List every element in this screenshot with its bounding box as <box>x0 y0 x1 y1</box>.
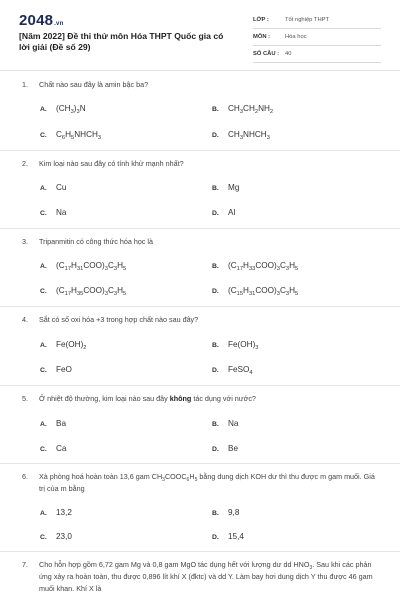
option-1a[interactable] <box>40 104 86 113</box>
option-letter: C. <box>40 446 47 453</box>
meta-value: 40 <box>285 51 292 57</box>
question-number: 7. <box>22 560 28 569</box>
meta-row-class <box>253 13 381 29</box>
option-1b[interactable] <box>212 104 273 113</box>
option-text: $(CH_3)_3N$ <box>56 104 86 115</box>
option-3a[interactable] <box>40 261 126 270</box>
question-6 <box>22 471 382 497</box>
option-letter: B. <box>212 263 219 270</box>
question-divider <box>0 150 400 151</box>
question-divider <box>0 551 400 552</box>
option-text: Mg <box>228 183 240 192</box>
meta-row-subject <box>253 30 381 46</box>
option-letter: C. <box>40 288 47 295</box>
option-2c[interactable] <box>40 208 66 217</box>
meta-key: LỚP : <box>253 17 269 23</box>
option-text: 9,8 <box>228 508 240 517</box>
exam-title: [Năm 2022] Đề thi thử môn Hóa THPT Quốc gia có lời giải (Đề số 29) <box>19 31 224 52</box>
option-6d[interactable] <box>212 532 244 541</box>
option-6a[interactable] <box>40 508 72 517</box>
question-divider <box>0 228 400 229</box>
option-text: $C_6H_5NHCH_3$ <box>56 130 102 141</box>
option-2d[interactable] <box>212 208 235 217</box>
meta-row-count <box>253 47 381 63</box>
option-letter: A. <box>40 510 47 517</box>
option-letter: D. <box>212 534 219 541</box>
option-2a[interactable] <box>40 183 66 192</box>
option-text: $Fe(OH)_3$ <box>228 340 259 351</box>
option-6c[interactable] <box>40 532 72 541</box>
option-text: $(C_{17}H_{31}COO)_3C_3H_5$ <box>56 261 127 272</box>
option-3d[interactable] <box>212 286 298 295</box>
option-text: Ca <box>56 444 67 453</box>
option-text: $(C_{17}H_{35}COO)_3C_3H_5$ <box>56 286 127 297</box>
site-logo[interactable] <box>19 12 63 29</box>
option-5c[interactable] <box>40 444 66 453</box>
option-letter: A. <box>40 263 47 270</box>
question-number: 3. <box>22 237 28 246</box>
question-text-after: tác dụng với nước? <box>191 394 256 403</box>
option-text: Cu <box>56 183 67 192</box>
option-text: 15,4 <box>228 532 244 541</box>
option-letter: C. <box>40 132 47 139</box>
option-letter: B. <box>212 421 219 428</box>
option-letter: B. <box>212 185 219 192</box>
question-divider <box>0 463 400 464</box>
meta-value: Tốt nghiệp THPT <box>285 17 330 23</box>
question-number: 5. <box>22 394 28 403</box>
option-letter: D. <box>212 210 219 217</box>
meta-key: MÔN : <box>253 34 271 40</box>
question-number: 1. <box>22 80 28 89</box>
question-text: Cho hỗn hợp gồm 6,72 gam Mg và 0,8 gam MgO tác dụng hết với lượng dư dd $HNO_3$. Sau khi các phản ứng xảy ra hoàn toàn, thu được 0,896 lít khí X (đktc) và dd Y. Làm bay hơi dung dịch Y thu được 46 gam muối khan. Khí X là <box>39 560 373 593</box>
option-5d[interactable] <box>212 444 238 453</box>
question-text: Chất nào sau đây là amin bậc ba? <box>39 80 149 89</box>
option-4d[interactable] <box>212 365 253 374</box>
option-letter: C. <box>40 534 47 541</box>
question-text: Tripanmitin có công thức hóa học là <box>39 237 154 246</box>
question-text-before: Ở nhiệt độ thường, kim loại nào sau đây <box>39 394 170 403</box>
question-text <box>39 393 379 405</box>
option-text: $(C_{17}H_{33}COO)_3C_3H_5$ <box>228 261 299 272</box>
option-letter: D. <box>212 367 219 374</box>
question-divider <box>0 385 400 386</box>
question-text: Xà phòng hoá hoàn toàn 13,6 gam $CH_3COOC_6H_5$ bằng dung dịch KOH dư thì thu được m gam muối. Giá trị của m bằng <box>39 472 375 493</box>
option-letter: A. <box>40 342 47 349</box>
logo-main: 2048 <box>19 12 54 29</box>
option-5a[interactable] <box>40 419 66 428</box>
option-5b[interactable] <box>212 419 238 428</box>
option-4c[interactable] <box>40 365 72 374</box>
option-3b[interactable] <box>212 261 298 270</box>
option-letter: C. <box>40 210 47 217</box>
option-6b[interactable] <box>212 508 239 517</box>
option-letter: B. <box>212 106 219 113</box>
option-text: Al <box>228 208 236 217</box>
header-divider <box>0 70 400 71</box>
option-4b[interactable] <box>212 340 259 349</box>
option-text: Na <box>56 208 67 217</box>
meta-key: SỐ CÂU : <box>253 51 280 57</box>
option-letter: D. <box>212 288 219 295</box>
option-letter: A. <box>40 106 47 113</box>
option-text: Ba <box>56 419 67 428</box>
option-letter: D. <box>212 446 219 453</box>
question-number: 6. <box>22 472 28 481</box>
option-text: Be <box>228 444 239 453</box>
option-text: $CH_3NHCH_3$ <box>228 130 270 141</box>
option-letter: B. <box>212 342 219 349</box>
page-header <box>0 0 400 70</box>
option-4a[interactable] <box>40 340 87 349</box>
meta-value: Hóa học <box>285 34 307 40</box>
question-7 <box>22 559 382 599</box>
option-letter: B. <box>212 510 219 517</box>
option-letter: C. <box>40 367 47 374</box>
question-divider <box>0 306 400 307</box>
question-text: Sắt có số oxi hóa +3 trong hợp chất nào sau đây? <box>39 315 199 324</box>
option-text: 23,0 <box>56 532 72 541</box>
option-text: 13,2 <box>56 508 72 517</box>
option-text: Na <box>228 419 239 428</box>
option-letter: A. <box>40 421 47 428</box>
option-text: $(C_{15}H_{31}COO)_3C_3H_5$ <box>228 286 299 297</box>
question-text: Kim loại nào sau đây có tính khử mạnh nhất? <box>39 159 184 168</box>
exam-meta <box>253 13 381 64</box>
question-number: 2. <box>22 159 28 168</box>
option-text: $Fe(OH)_2$ <box>56 340 87 351</box>
option-letter: D. <box>212 132 219 139</box>
question-number: 4. <box>22 315 28 324</box>
option-1c[interactable] <box>40 130 101 139</box>
logo-suffix: .vn <box>54 21 64 27</box>
option-letter: A. <box>40 185 47 192</box>
option-3c[interactable] <box>40 286 126 295</box>
question-keyword: không <box>169 394 192 403</box>
option-text: FeO <box>56 365 72 374</box>
option-text: FeSO$_4$ <box>228 365 253 376</box>
option-1d[interactable] <box>212 130 270 139</box>
option-text: $CH_3CH_2NH_2$ <box>228 104 274 115</box>
option-2b[interactable] <box>212 183 239 192</box>
